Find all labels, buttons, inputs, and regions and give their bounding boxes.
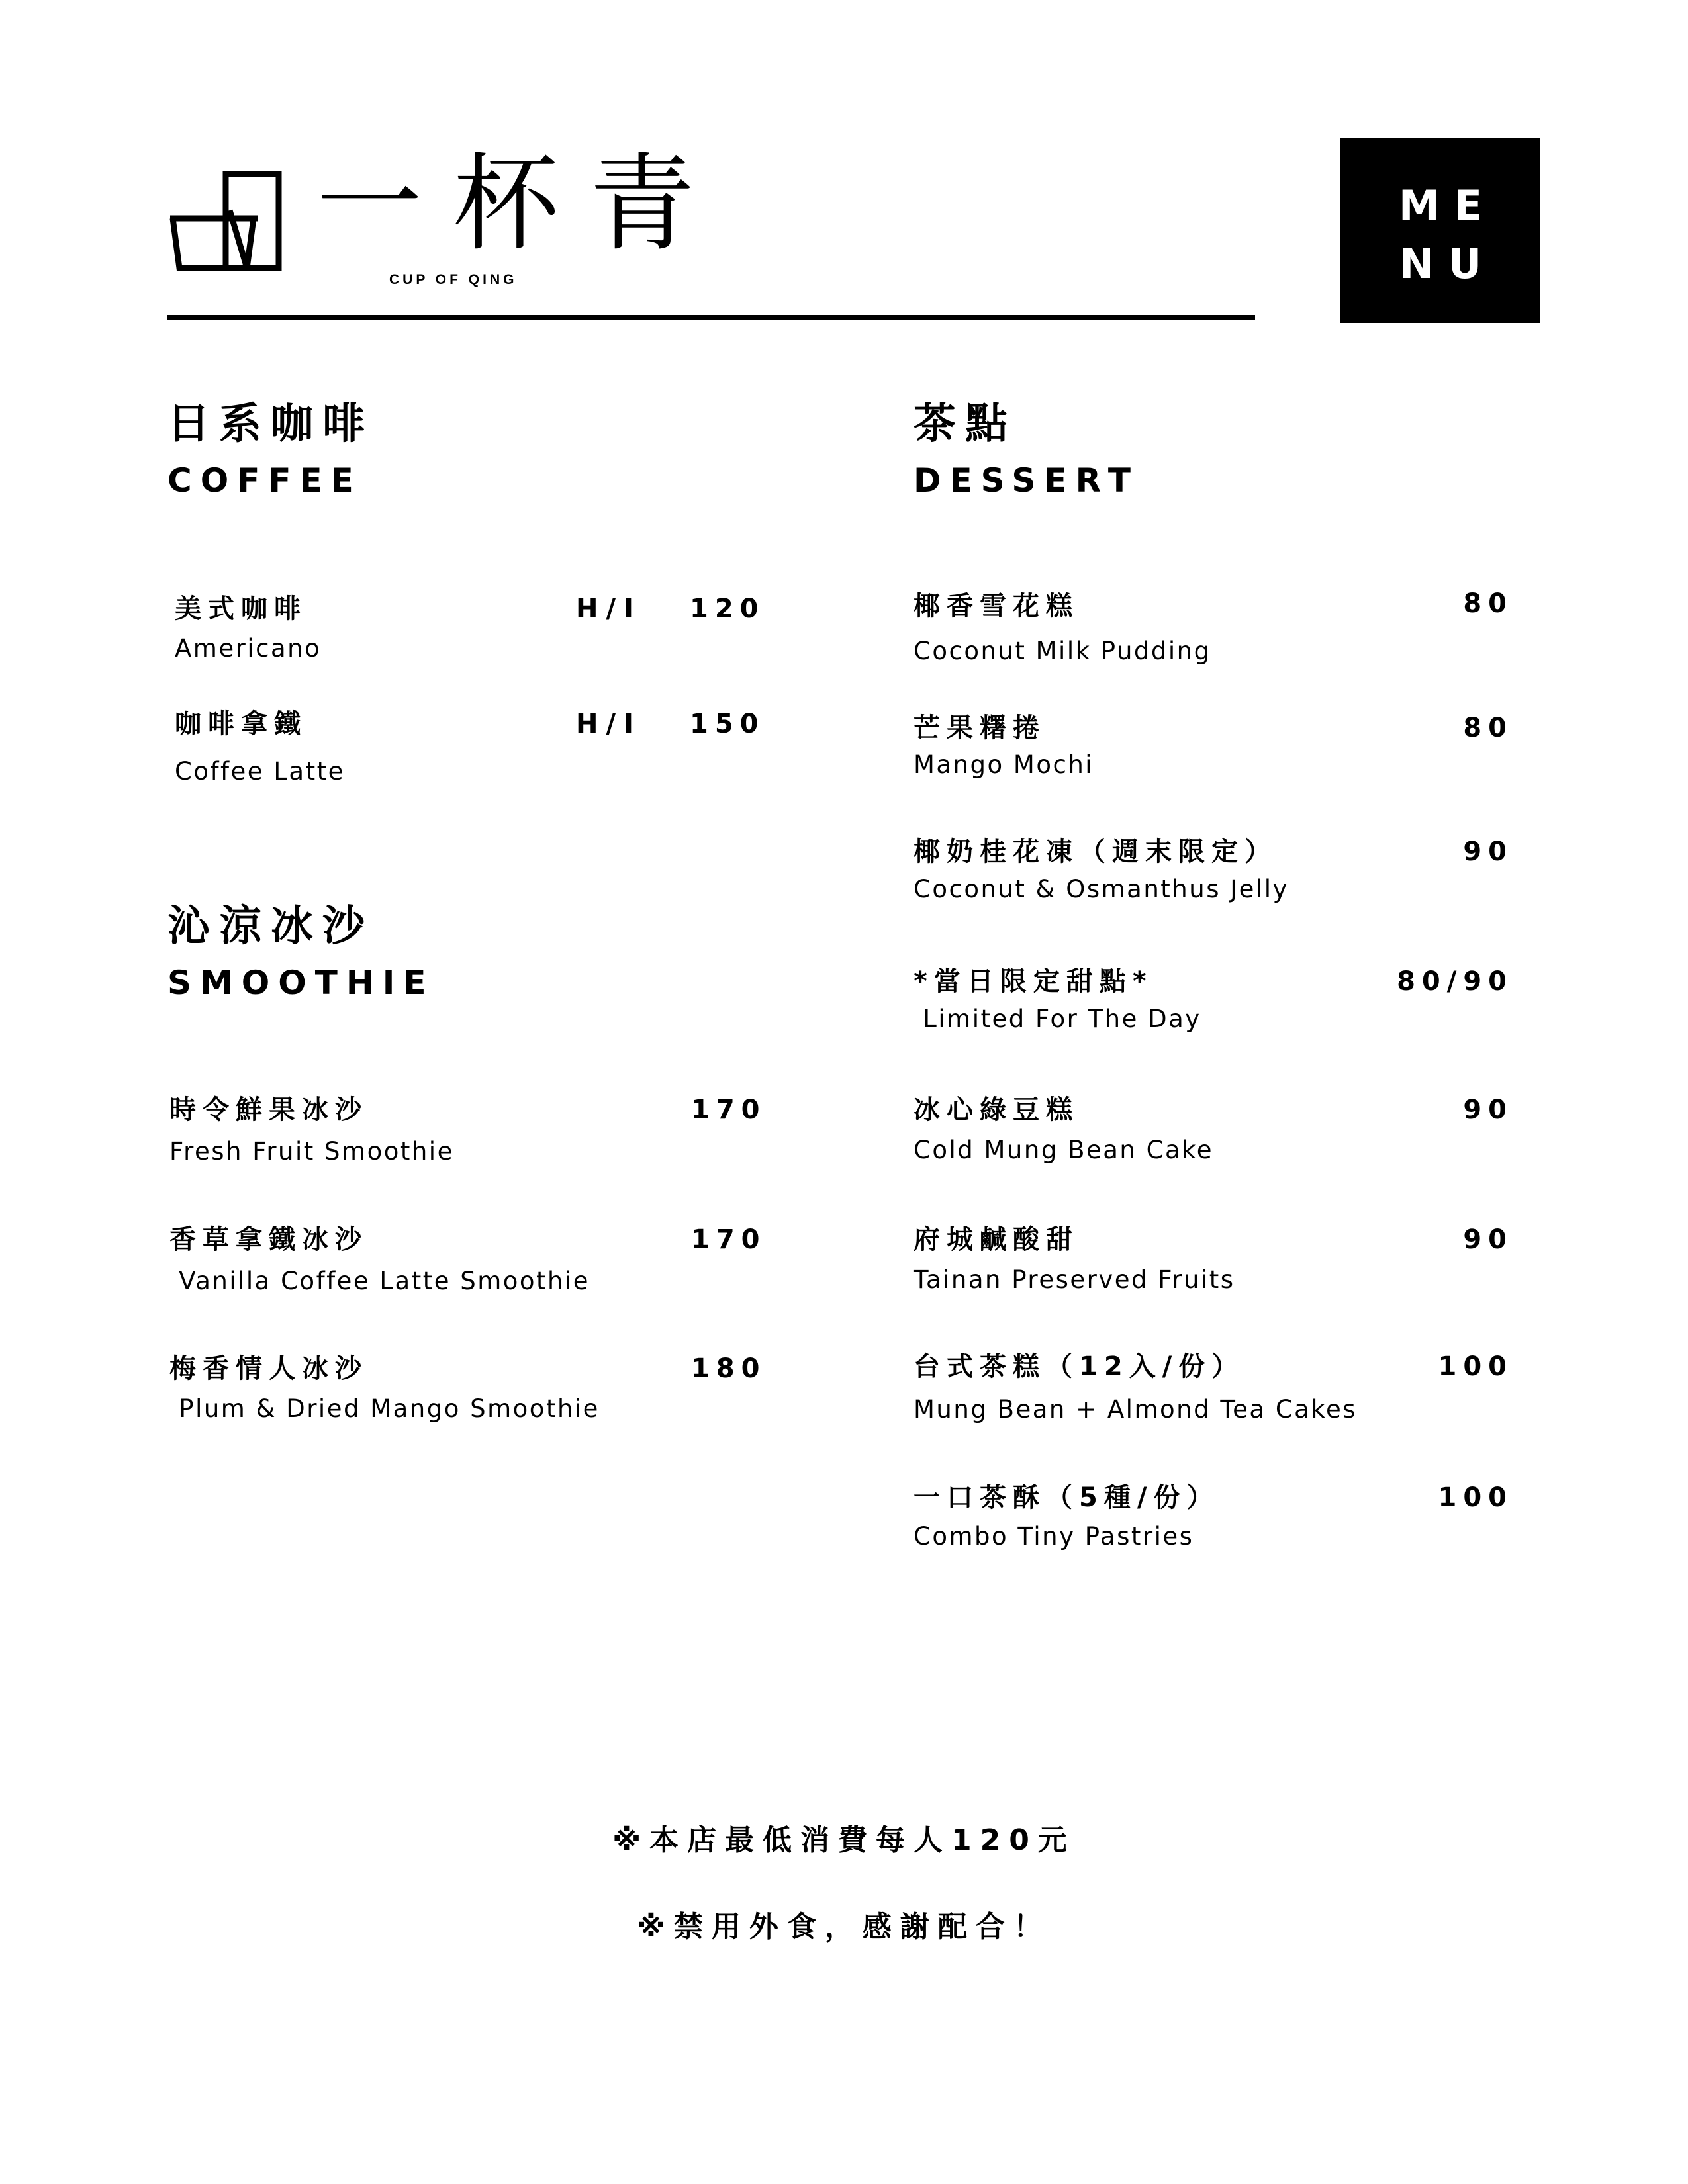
- dessert-item-preserved-fruits-price: 90: [1463, 1224, 1513, 1255]
- dessert-item-coconut-pudding-zh: 椰香雪花糕: [914, 591, 1079, 621]
- dessert-item-mung-bean-cake-price: 90: [1463, 1095, 1513, 1125]
- dessert-item-tiny-pastries-en: Combo Tiny Pastries: [914, 1522, 1194, 1551]
- smoothie-item-vanilla-en: Vanilla Coffee Latte Smoothie: [169, 1267, 590, 1295]
- dessert-item-preserved-fruits-zh: 府城鹹酸甜: [914, 1224, 1079, 1255]
- menu-badge-line-1: ME: [1398, 181, 1497, 230]
- dessert-item-mung-bean-cake-zh: 冰心綠豆糕: [914, 1095, 1079, 1125]
- smoothie-item-fruit-zh: 時令鮮果冰沙: [169, 1095, 368, 1125]
- coffee-item-americano-zh: 美式咖啡: [175, 594, 307, 624]
- coffee-item-americano-temp: H/I: [576, 594, 641, 624]
- coffee-item-latte-price: 150: [690, 709, 765, 739]
- smoothie-heading-en: SMOOTHIE: [167, 964, 435, 1002]
- dessert-item-daily-special-price: 80/90: [1397, 966, 1513, 997]
- coffee-heading-zh: 日系咖啡: [167, 400, 374, 449]
- coffee-item-americano-price: 120: [690, 594, 765, 624]
- dessert-item-coconut-pudding-en: Coconut Milk Pudding: [914, 637, 1211, 665]
- dessert-heading-en: DESSERT: [914, 461, 1139, 500]
- dessert-item-tiny-pastries-zh: 一口茶酥（5種/份）: [914, 1482, 1220, 1513]
- no-outside-food-note: ※禁用外食，感謝配合！: [637, 1910, 1051, 1944]
- dessert-item-tea-cakes-price: 100: [1438, 1351, 1513, 1382]
- dessert-item-mung-bean-cake-en: Cold Mung Bean Cake: [914, 1136, 1213, 1164]
- smoothie-item-plum-zh: 梅香情人冰沙: [169, 1353, 368, 1384]
- dessert-item-osmanthus-jelly-en: Coconut & Osmanthus Jelly: [914, 875, 1289, 903]
- coffee-item-latte-zh: 咖啡拿鐵: [175, 709, 307, 739]
- dessert-item-coconut-pudding-price: 80: [1463, 588, 1513, 619]
- coffee-item-latte-en: Coffee Latte: [175, 757, 345, 786]
- coffee-item-americano-en: Americano: [175, 634, 322, 662]
- dessert-item-mango-mochi-price: 80: [1463, 713, 1513, 743]
- coffee-heading-en: COFFEE: [167, 461, 362, 500]
- smoothie-item-fruit-price: 170: [691, 1095, 767, 1125]
- smoothie-item-plum-price: 180: [691, 1353, 767, 1384]
- dessert-item-preserved-fruits-en: Tainan Preserved Fruits: [914, 1265, 1235, 1294]
- dessert-item-tea-cakes-en: Mung Bean + Almond Tea Cakes: [914, 1395, 1358, 1424]
- smoothie-item-vanilla-zh: 香草拿鐵冰沙: [169, 1224, 368, 1255]
- coffee-item-latte-temp: H/I: [576, 709, 641, 739]
- header-divider: [167, 315, 1255, 320]
- dessert-heading-zh: 茶點: [914, 400, 1017, 449]
- smoothie-item-fruit-en: Fresh Fruit Smoothie: [169, 1137, 454, 1165]
- dessert-item-daily-special-zh: *當日限定甜點*: [914, 966, 1153, 997]
- minimum-charge-note: ※本店最低消費每人120元: [612, 1823, 1076, 1857]
- dessert-item-mango-mochi-en: Mango Mochi: [914, 751, 1094, 779]
- brand-name: 一杯青: [316, 142, 726, 265]
- dessert-item-daily-special-en: Limited For The Day: [914, 1005, 1201, 1033]
- dessert-item-osmanthus-jelly-zh: 椰奶桂花凍（週末限定）: [914, 837, 1278, 867]
- dessert-item-tiny-pastries-price: 100: [1438, 1482, 1513, 1513]
- menu-badge: [1340, 138, 1540, 323]
- smoothie-item-vanilla-price: 170: [691, 1224, 767, 1255]
- dessert-item-tea-cakes-zh: 台式茶糕（12入/份）: [914, 1351, 1245, 1382]
- smoothie-item-plum-en: Plum & Dried Mango Smoothie: [169, 1394, 600, 1423]
- dessert-item-mango-mochi-zh: 芒果糬捲: [914, 713, 1046, 743]
- smoothie-heading-zh: 沁涼冰沙: [167, 902, 374, 951]
- brand-subtitle: CUP OF QING: [389, 272, 518, 287]
- menu-badge-line-2: NU: [1399, 240, 1497, 288]
- cup-logo-icon: [169, 171, 283, 271]
- dessert-item-osmanthus-jelly-price: 90: [1463, 837, 1513, 867]
